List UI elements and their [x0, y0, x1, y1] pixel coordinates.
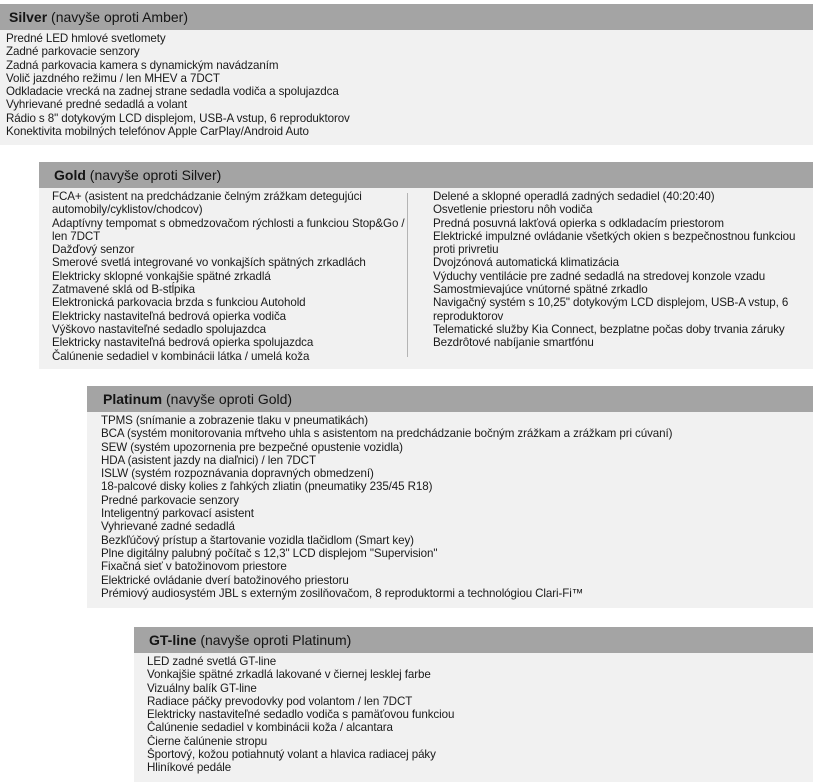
feature-item: 18-palcové disky kolies z ľahkých zliatin (pneumatiky 235/45 R18)	[101, 480, 433, 494]
platinum-header	[87, 386, 813, 412]
feature-item: Vyhrievané zadné sedadlá	[101, 520, 235, 534]
feature-item: Čalúnenie sedadiel v kombinácii látka / umelá koža	[52, 349, 310, 363]
feature-item: Konektivita mobilných telefónov Apple CarPlay/Android Auto	[6, 125, 309, 139]
feature-item: Adaptívny tempomat s obmedzovačom rýchlosti a funkciou Stop&Go / len 7DCT	[52, 216, 405, 243]
feature-item: Dvojzónová automatická klimatizácia	[433, 256, 619, 270]
feature-item: Zatmavené sklá od B-stĺpika	[52, 283, 195, 297]
feature-item: Plne digitálny palubný počítač s 12,3" LCD displejom "Supervision"	[101, 546, 438, 560]
feature-item: Predné LED hmlové svetlomety	[6, 32, 166, 45]
feature-item: Elektrické ovládanie dverí batožinového priestoru	[101, 573, 349, 587]
feature-item: Bezdrôtové nabíjanie smartfónu	[433, 336, 594, 350]
trim-suffix: (navyše oproti Silver)	[85, 167, 222, 183]
feature-item: Rádio s 8" dotykovým LCD displejom, USB-A vstup, 6 reproduktorov	[6, 111, 350, 125]
feature-item: TPMS (snímanie a zobrazenie tlaku v pneumatikách)	[101, 414, 369, 427]
gtline-header	[134, 627, 813, 653]
feature-item: Predná posuvná lakťová opierka s odkladacím priestorom	[433, 216, 724, 230]
gold-feature-list-right	[408, 190, 801, 363]
feature-item: LED zadné svetlá GT-line	[147, 655, 277, 668]
gold-section	[39, 162, 813, 369]
feature-item: Čalúnenie sedadiel v kombinácii koža / alcantara	[147, 721, 393, 735]
feature-item: FCA+ (asistent na predchádzanie čelným zrážkam detegujúci automobily/cyklistov/chodcov)	[52, 190, 362, 217]
trim-name: GT-line	[149, 632, 197, 648]
platinum-section	[87, 386, 813, 608]
trim-suffix: (navyše oproti Amber)	[47, 9, 188, 25]
feature-item: Výduchy ventilácie pre zadné sedadlá na stredovej konzole vzadu	[433, 269, 766, 283]
gtline-feature-list	[134, 653, 813, 775]
feature-item: Navigačný systém s 10,25" dotykovým LCD displejom, USB-A vstup, 6 reproduktorov	[433, 296, 789, 323]
feature-item: Samostmievajúce vnútorné spätné zrkadlo	[433, 283, 648, 297]
feature-item: Telematické služby Kia Connect, bezplatne počas doby trvania záruky	[433, 322, 785, 336]
feature-item: Volič jazdného režimu / len MHEV a 7DCT	[6, 71, 220, 85]
silver-section	[0, 4, 813, 145]
feature-item: Čierne čalúnenie stropu	[147, 734, 268, 748]
feature-item: Zadná parkovacia kamera s dynamickým navádzaním	[6, 58, 279, 72]
feature-item: Elektricky sklopné vonkajšie spätné zrkadlá	[52, 269, 271, 283]
feature-item: HDA (asistent jazdy na diaľnici) / len 7DCT	[101, 453, 316, 467]
feature-item: Vizuálny balík GT-line	[147, 681, 257, 695]
feature-item: SEW (systém upozornenia pre bezpečné opustenie vozidla)	[101, 440, 403, 454]
feature-item: Elektricky nastaviteľné sedadlo vodiča s pamäťovou funkciou	[147, 708, 455, 722]
feature-item: Elektronická parkovacia brzda s funkciou Autohold	[52, 296, 306, 310]
trim-name: Gold	[54, 167, 86, 183]
gold-columns	[39, 188, 813, 363]
feature-item: Radiace páčky prevodovky pod volantom / len 7DCT	[147, 694, 413, 708]
feature-item: Športový, kožou potiahnutý volant a hlavica radiacej páky	[147, 748, 436, 762]
feature-item: Delené a sklopné operadlá zadných sedadiel (40:20:40)	[433, 190, 715, 203]
silver-header	[0, 4, 813, 30]
feature-item: Bezkľúčový prístup a štartovanie vozidla tlačidlom (Smart key)	[101, 533, 414, 547]
feature-item: Odkladacie vrecká na zadnej strane sedadla vodiča a spolujazdca	[6, 85, 339, 99]
feature-item: Osvetlenie priestoru nôh vodiča	[433, 203, 593, 217]
silver-feature-list	[0, 30, 813, 138]
feature-item: BCA (systém monitorovania mŕtveho uhla s asistentom na predchádzanie bočným zrážkam a zrážkam pri cúvaní)	[101, 427, 673, 441]
feature-item: Vyhrievané predné sedadlá a volant	[6, 98, 188, 112]
feature-item: ISLW (systém rozpoznávania dopravných obmedzení)	[101, 467, 374, 481]
feature-item: Elektricky nastaviteľná bedrová opierka spolujazdca	[52, 336, 314, 350]
feature-item: Smerové svetlá integrované vo vonkajších spätných zrkadlách	[52, 256, 366, 270]
feature-item: Elektrické impulzné ovládanie všetkých okien s bezpečnostnou funkciou proti privretiu	[433, 229, 796, 257]
trim-name: Platinum	[103, 391, 163, 407]
feature-item: Zadné parkovacie senzory	[6, 45, 140, 59]
platinum-feature-list	[87, 412, 813, 600]
trim-name: Silver	[9, 9, 48, 25]
gtline-section	[134, 627, 813, 782]
feature-item: Výškovo nastaviteľné sedadlo spolujazdca	[52, 322, 267, 336]
trim-suffix: (navyše oproti Gold)	[162, 391, 293, 407]
feature-item: Elektricky nastaviteľná bedrová opierka vodiča	[52, 309, 287, 323]
feature-item: Hliníkové pedále	[147, 761, 232, 775]
feature-item: Inteligentný parkovací asistent	[101, 507, 254, 521]
feature-item: Fixačná sieť v batožinovom priestore	[101, 560, 287, 574]
gold-header	[39, 162, 813, 188]
trim-suffix: (navyše oproti Platinum)	[196, 632, 352, 648]
feature-item: Prémiový audiosystém JBL s externým zosilňovačom, 8 reproduktormi a technológiou Clari-Fi™	[101, 586, 584, 600]
feature-item: Predné parkovacie senzory	[101, 493, 239, 507]
feature-item: Vonkajšie spätné zrkadlá lakované v čiernej lesklej farbe	[147, 668, 431, 682]
gold-feature-list-left	[39, 190, 407, 363]
feature-item: Dažďový senzor	[52, 243, 135, 257]
